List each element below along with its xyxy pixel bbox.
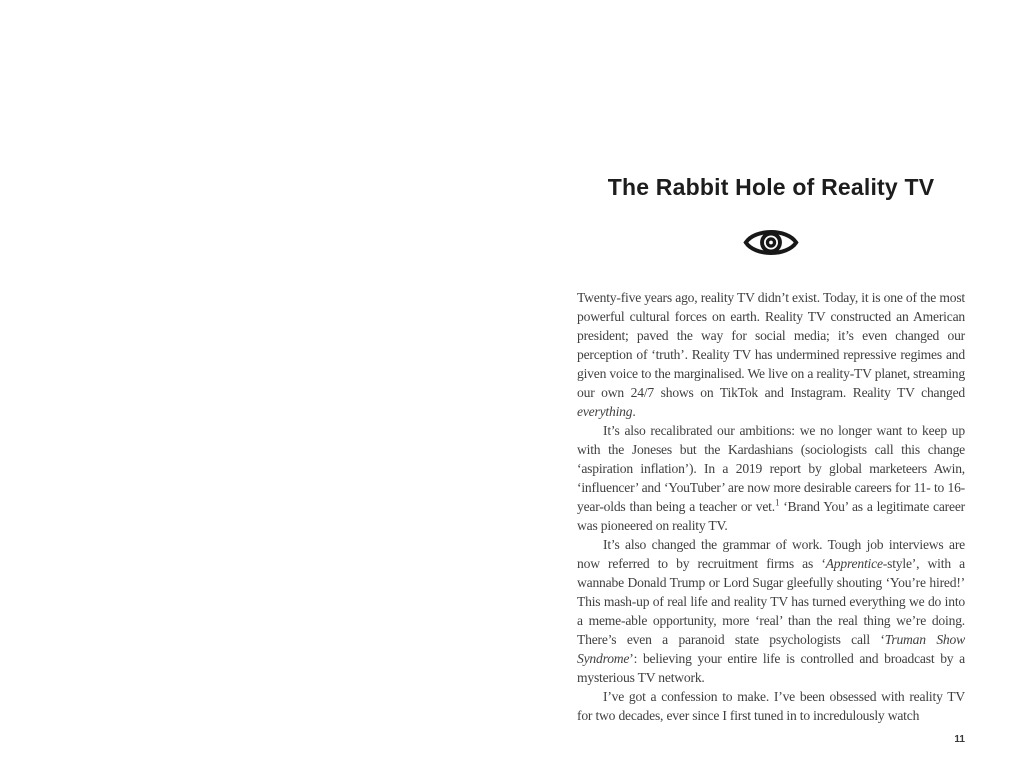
- paragraph: I’ve got a confession to make. I’ve been obsessed with reality TV for two decades, ever since I first tuned in to incredulously watch: [577, 689, 965, 723]
- body-text: [577, 288, 965, 725]
- paragraph: It’s also changed the grammar of work. Tough job interviews are now referred to by recruitment firms as ‘Apprentice-style’, with a wannabe Donald Trump or Lord Sugar gleefully shouting ‘You’re hired!’ This mash-up of real life and reality TV has turned everything we do into a meme-able opportunity, more ‘real’ than the real thing we’re doing. There’s even a paranoid state psychologists call ‘Truman Show Syndrome’: believing your entire life is controlled and broadcast by a mysterious TV network.: [577, 537, 966, 685]
- eye-icon: [743, 225, 799, 260]
- paragraph: It’s also recalibrated our ambitions: we no longer want to keep up with the Joneses but the Kardashians (sociologists call this change ‘aspiration inflation’). In a 2019 report by global marketeers Awin, ‘influencer’ and ‘YouTuber’ are now more desirable careers for 11- to 16-year-olds than being a teacher or vet.$^1$ ‘Brand You’ as a legitimate career was pioneered on reality TV.: [577, 423, 965, 533]
- paragraph: Twenty-five years ago, reality TV didn’t exist. Today, it is one of the most powerful cultural forces on earth. Reality TV constructed an American president; paved the way for social media; it’s even changed our perception of ‘truth’. Reality TV has undermined repressive regimes and given voice to the marginalised. We live on a reality-TV planet, streaming our own 24/7 shows on TikTok and Instagram. Reality TV changed everything.: [577, 290, 965, 419]
- page-number: 11: [954, 734, 965, 745]
- right-page: [577, 0, 965, 783]
- chapter-title: The Rabbit Hole of Reality TV: [607, 174, 935, 200]
